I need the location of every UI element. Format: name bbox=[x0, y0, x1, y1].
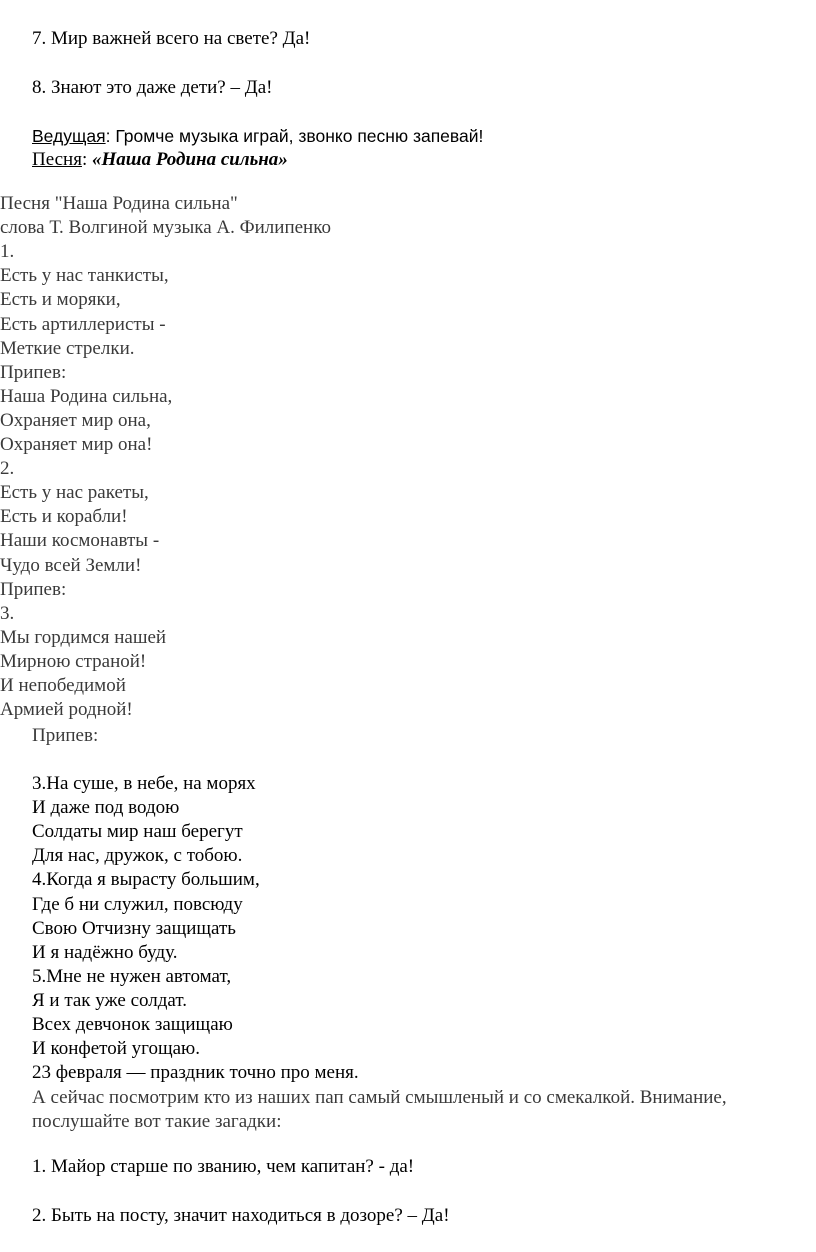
song-line: Есть у нас танкисты, bbox=[0, 265, 169, 287]
verse-line: 3.На суше, в небе, на морях bbox=[32, 773, 256, 794]
song-line: Песня "Наша Родина сильна" bbox=[0, 193, 238, 214]
verse-line: 4.Когда я вырасту большим, bbox=[32, 869, 260, 891]
verse-line: 5.Мне не нужен автомат, bbox=[32, 965, 232, 987]
verse-line: Для нас, дружок, с тобою. bbox=[32, 845, 243, 867]
song-line: Наша Родина сильна, bbox=[0, 385, 173, 407]
verse-line: И даже под водою bbox=[32, 797, 180, 819]
verse-line: Я и так уже солдат. bbox=[32, 989, 187, 1011]
song-line: Наши космонавты - bbox=[0, 530, 160, 552]
song-line: 3. bbox=[0, 602, 15, 624]
song-label: Песня bbox=[32, 149, 82, 170]
verse-line: Свою Отчизну защищать bbox=[32, 917, 236, 939]
song-line: Охраняет мир она, bbox=[0, 409, 151, 431]
question-8: 8. Знают это даже дети? – Да! bbox=[32, 77, 273, 98]
verse-line: Всех девчонок защищаю bbox=[32, 1014, 233, 1035]
song-line: Меткие стрелки. bbox=[0, 337, 135, 359]
song-line: Есть у нас ракеты, bbox=[0, 482, 149, 504]
verse-line: 23 февраля — праздник точно про меня. bbox=[32, 1062, 359, 1084]
song-line: Припев: bbox=[0, 361, 67, 383]
song-line: Мирною страной! bbox=[0, 650, 147, 672]
riddle-intro: А сейчас посмотрим кто из наших пап самый смышленый и со смекалкой. Внимание, послушайте вот такие загадки: bbox=[32, 1087, 727, 1132]
song-line: И непобедимой bbox=[0, 675, 126, 696]
verse-line: И я надёжно буду. bbox=[32, 941, 178, 963]
song-line: Чудо всей Земли! bbox=[0, 554, 142, 576]
verse-line: Солдаты мир наш берегут bbox=[32, 821, 243, 843]
song-title: «Наша Родина сильна» bbox=[92, 149, 288, 170]
riddle-question-1: 1. Майор старше по званию, чем капитан? - да! bbox=[32, 1156, 415, 1177]
song-line: Есть и моряки, bbox=[0, 289, 121, 311]
verse-line: Где б ни служил, повсюду bbox=[32, 893, 243, 915]
riddle-question-2: 2. Быть на посту, значит находиться в дозоре? – Да! bbox=[32, 1205, 450, 1226]
song-line: Мы гордимся нашей bbox=[0, 626, 167, 648]
host-label: Ведущая bbox=[32, 126, 106, 146]
song-line: Есть и корабли! bbox=[0, 506, 128, 528]
question-7: 7. Мир важней всего на свете? Да! bbox=[32, 28, 311, 49]
verse-line: И конфетой угощаю. bbox=[32, 1038, 200, 1060]
song-line: 1. bbox=[0, 241, 15, 263]
host-line bbox=[32, 124, 483, 148]
song-line bbox=[32, 148, 288, 172]
song-line: Припев: bbox=[0, 578, 67, 600]
host-text: : Громче музыка играй, звонко песню запевай! bbox=[105, 126, 484, 146]
refrain-indented: Припев: bbox=[32, 725, 99, 746]
song-colon: : bbox=[81, 149, 92, 170]
song-line: Есть артиллеристы - bbox=[0, 313, 166, 335]
song-line: Армией родной! bbox=[0, 699, 133, 721]
song-line: Охраняет мир она! bbox=[0, 434, 153, 455]
song-line: слова Т. Волгиной музыка А. Филипенко bbox=[0, 217, 331, 239]
song-line: 2. bbox=[0, 458, 15, 480]
